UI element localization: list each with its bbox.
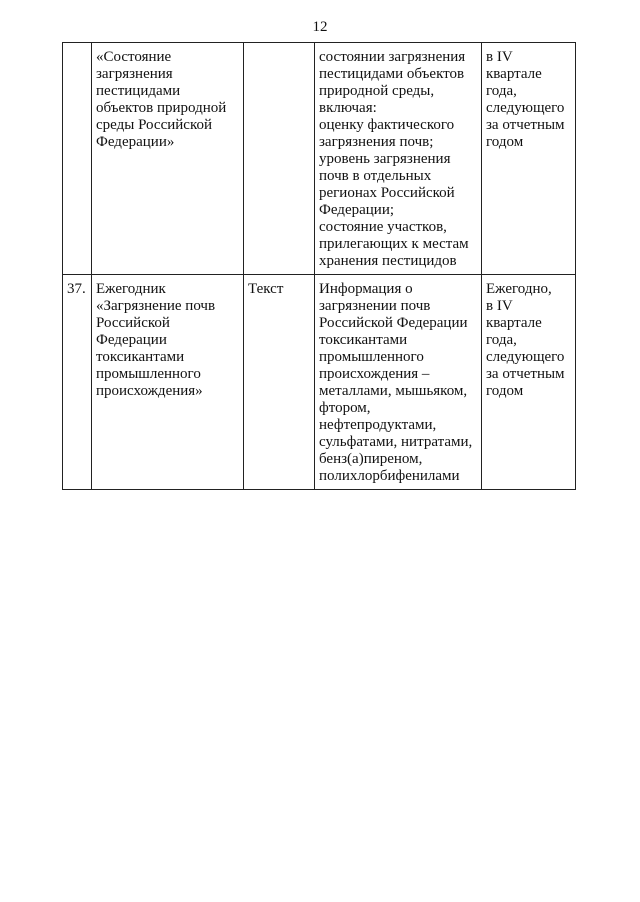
publication-content-cell: состоянии загрязнения пестицидами объектов природной среды, включая: оценку фактического загрязнения почв; уровень загрязнения почв в отдельных регионах Российской Федерации; состояние участков, прилегающих к местам хранения пестицидов xyxy=(315,43,482,275)
table-row xyxy=(63,43,576,275)
page-number: 12 xyxy=(312,19,328,35)
publication-title-cell: Ежегодник «Загрязнение почв Российской Федерации токсикантами промышленного происхождения» xyxy=(92,275,244,490)
publication-title-cell: «Состояние загрязнения пестицидами объектов природной среды Российской Федерации» xyxy=(92,43,244,275)
table-row xyxy=(63,275,576,490)
publication-form-cell xyxy=(244,43,315,275)
publication-term-cell: Ежегодно, в IV квартале года, следующего за отчетным годом xyxy=(482,275,576,490)
row-number-cell xyxy=(63,43,92,275)
publications-table xyxy=(62,42,576,490)
publication-form-cell: Текст xyxy=(244,275,315,490)
row-number-cell: 37. xyxy=(63,275,92,490)
publication-content-cell: Информация о загрязнении почв Российской Федерации токсикантами промышленного происхождения – металлами, мышьяком, фтором, нефтепродуктами, сульфатами, нитратами, бенз(а)пиреном, полихлорбифенилами xyxy=(315,275,482,490)
publication-term-cell: в IV квартале года, следующего за отчетным годом xyxy=(482,43,576,275)
